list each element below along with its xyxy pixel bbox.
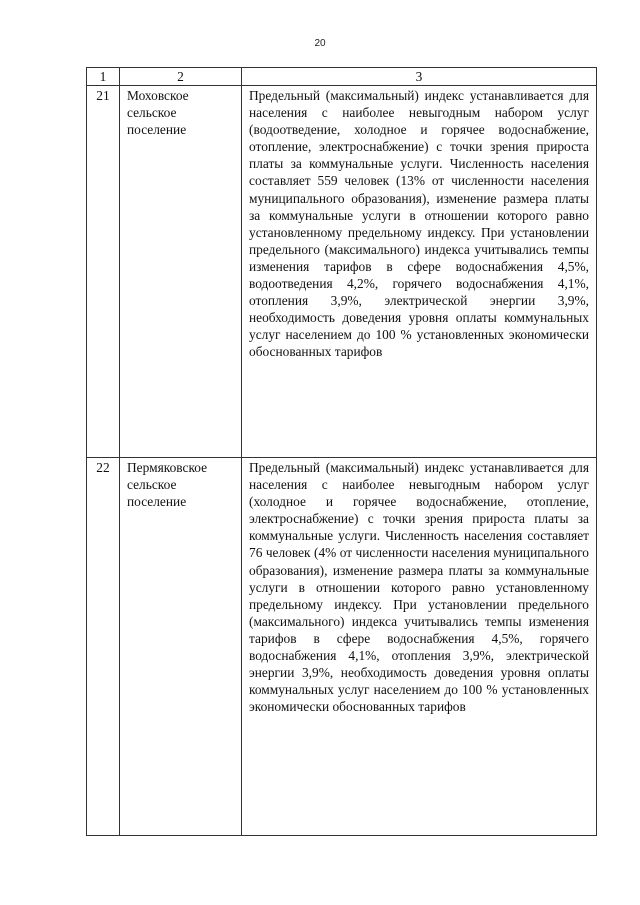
row-number: 21 [87, 86, 120, 458]
settlement-name: Моховское сельское поселение [120, 86, 242, 458]
page-number: 20 [314, 38, 326, 49]
tariff-index-table [86, 67, 597, 836]
table-header-row [87, 68, 597, 86]
settlement-name: Пермяковское сельское поселение [120, 458, 242, 836]
header-col-1: 1 [87, 68, 120, 86]
table-row [87, 458, 597, 836]
header-col-2: 2 [120, 68, 242, 86]
index-description: Предельный (максимальный) индекс устанавливается для населения с наиболее невыгодным набором услуг (холодное и горячее водоснабжение, отопление, электроснабжение) с точки зрения прироста платы за коммунальные услуги. Численность населения составляет 76 человек (4% от численности населения муниципального образования), изменение размера платы за коммунальные услуги в отношении которого равно установленному предельному индексу. При установлении предельного (максимального) индекса учитывались темпы изменения тарифов в сфере водоснабжения 4,5%, горячего водоснабжения 4,1%, отопления 3,9%, электрической энергии 3,9%, необходимость доведения уровня оплаты коммунальных услуг населением до 100 % установленных экономически обоснованных тарифов [242, 458, 597, 836]
table-row [87, 86, 597, 458]
index-description: Предельный (максимальный) индекс устанавливается для населения с наиболее невыгодным набором услуг (водоотведение, холодное и горячее водоснабжение, отопление, электроснабжение) с точки зрения прироста платы за коммунальные услуги. Численность населения составляет 559 человек (13% от численности населения муниципального образования), изменение размера платы за коммунальные услуги в отношении которого равно установленному предельному индексу. При установлении предельного (максимального) индекса учитывались темпы изменения тарифов в сфере водоснабжения 4,5%, водоотведения 4,2%, горячего водоснабжения 4,1%, отопления 3,9%, электрической энергии 3,9%, необходимость доведения уровня оплаты коммунальных услуг населением до 100 % установленных экономически обоснованных тарифов [242, 86, 597, 458]
row-number: 22 [87, 458, 120, 836]
header-col-3: 3 [242, 68, 597, 86]
